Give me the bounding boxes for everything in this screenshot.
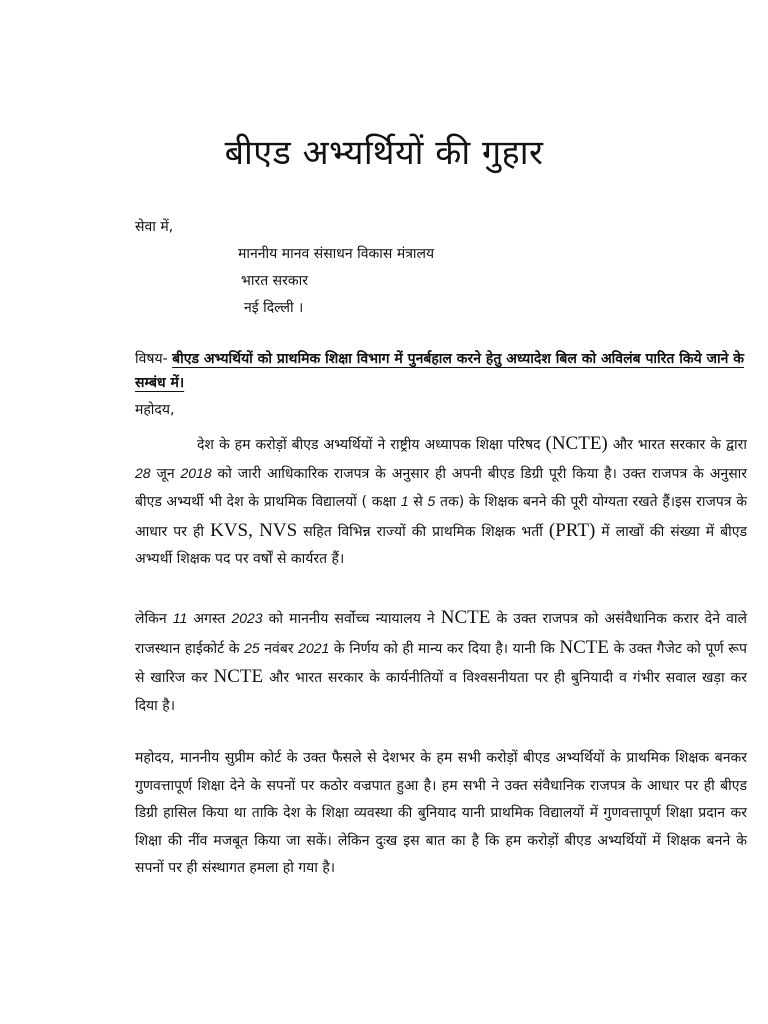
para2-text: नवंबर	[259, 640, 299, 657]
date-year: 2018	[180, 464, 212, 481]
prt-abbrev: (PRT)	[548, 519, 596, 541]
ncte-abbrev: NCTE	[213, 666, 264, 687]
date-day: 11	[172, 610, 188, 626]
para1-text: में लाखों की संख्या में बीएड अभ्यर्थी शिक्षक पद पर वर्षों से कार्यरत हैं।	[135, 523, 747, 567]
class-from: 1	[400, 493, 409, 509]
paragraph-3: महोदय, माननीय सुप्रीम कोर्ट के उक्त फैसले से देशभर के हम सभी करोड़ों बीएड अभ्यर्थियों के प्राथमिक शिक्षक बनकर गुणवत्तापूर्ण शिक्षा देने के सपनों पर कठोर वज्रपात हुआ है। हम सभी ने उक्त संवैधानिक राजपत्र के आधार पर ही बीएड डिग्री हासिल किया था ताकि देश के शिक्षा व्यवस्था की बुनियाद यानी प्राथमिक विद्यालयों में गुणवत्तापूर्ण शिक्षा प्रदान कर शिक्षा की नींव मजबूत किया जा सकें। लेकिन दुःख इस बात का है कि हम करोड़ों बीएड अभ्यर्थियों में शिक्षक बनने के सपनों पर ही संस्थागत हमला हो गया है।	[135, 750, 747, 876]
greeting: महोदय,	[135, 402, 175, 418]
subject-text: बीएड अभ्यर्थियों को प्राथमिक शिक्षा विभाग में पुनर्बहाल करने हेतु अध्यादेश बिल को अविलंब पारित किये जाने के सम्बंध में।	[135, 351, 745, 391]
class-to: 5	[427, 493, 436, 509]
paragraph-2	[135, 604, 747, 720]
date-year: 2023	[231, 610, 263, 626]
ncte-abbrev: NCTE	[559, 636, 609, 658]
para2-text: लेकिन	[135, 611, 173, 627]
subject-label: विषय-	[135, 351, 173, 367]
para2-text: और भारत सरकार के कार्यनीतियों व विश्वसनीयता पर ही बुनियादी व गंभीर सवाल खड़ा कर दिया है।	[135, 670, 747, 714]
para1-text: जून	[150, 465, 181, 482]
para1-text: तक) के शिक्षक बनने की पूरी योग्यता रखते हैं।इस राजपत्र के आधार पर ही	[135, 494, 747, 540]
para1-text: को जारी आधिकारिक राजपत्र के अनुसार ही अपनी बीएड डिग्री पूरी किया है। उक्त राजपत्र के अनुसार बीएड अभ्यर्थी भी देश के प्राथमिक विद्यालयों ( कक्षा	[135, 465, 748, 510]
para1-text: और भारत सरकार के द्वारा	[607, 437, 747, 453]
para2-text: के निर्णय को ही मान्य कर दिया है। यानी कि	[329, 640, 560, 657]
para2-text: के उक्त राजपत्र को असंवैधानिक करार देने वाले राजस्थान हाईकोर्ट के	[135, 611, 747, 657]
para1-text: से	[408, 494, 428, 510]
ncte-abbrev: NCTE	[440, 607, 491, 628]
date-year: 2021	[298, 639, 330, 656]
para2-text: अगस्त	[187, 611, 232, 627]
address-line-government: भारत सरकार	[241, 273, 308, 289]
document-title: बीएड अभ्यर्थियों की गुहार	[224, 133, 544, 173]
kvs-nvs-abbrev: KVS, NVS	[210, 519, 298, 541]
para2-text: के उक्त गैजेट को पूर्ण रूप से खारिज कर	[135, 640, 748, 686]
salutation: सेवा में,	[135, 219, 174, 235]
date-day: 28	[135, 464, 151, 481]
date-day: 25	[244, 639, 260, 656]
ncte-abbrev: (NCTE)	[545, 433, 608, 454]
address-line-city: नई दिल्ली ।	[244, 300, 304, 316]
address-line-ministry: माननीय मानव संसाधन विकास मंत्रालय	[238, 246, 435, 262]
para1-text: देश के हम करोड़ों बीएड अभ्यर्थियों ने राष्ट्रीय अध्यापक शिक्षा परिषद	[197, 437, 546, 453]
subject-block	[135, 347, 745, 395]
para1-text: सहित विभिन्न राज्यों की प्राथमिक शिक्षक भर्ती	[297, 523, 549, 540]
paragraph-1	[135, 430, 747, 574]
para2-text: को माननीय सर्वोच्च न्यायालय ने	[262, 611, 441, 627]
